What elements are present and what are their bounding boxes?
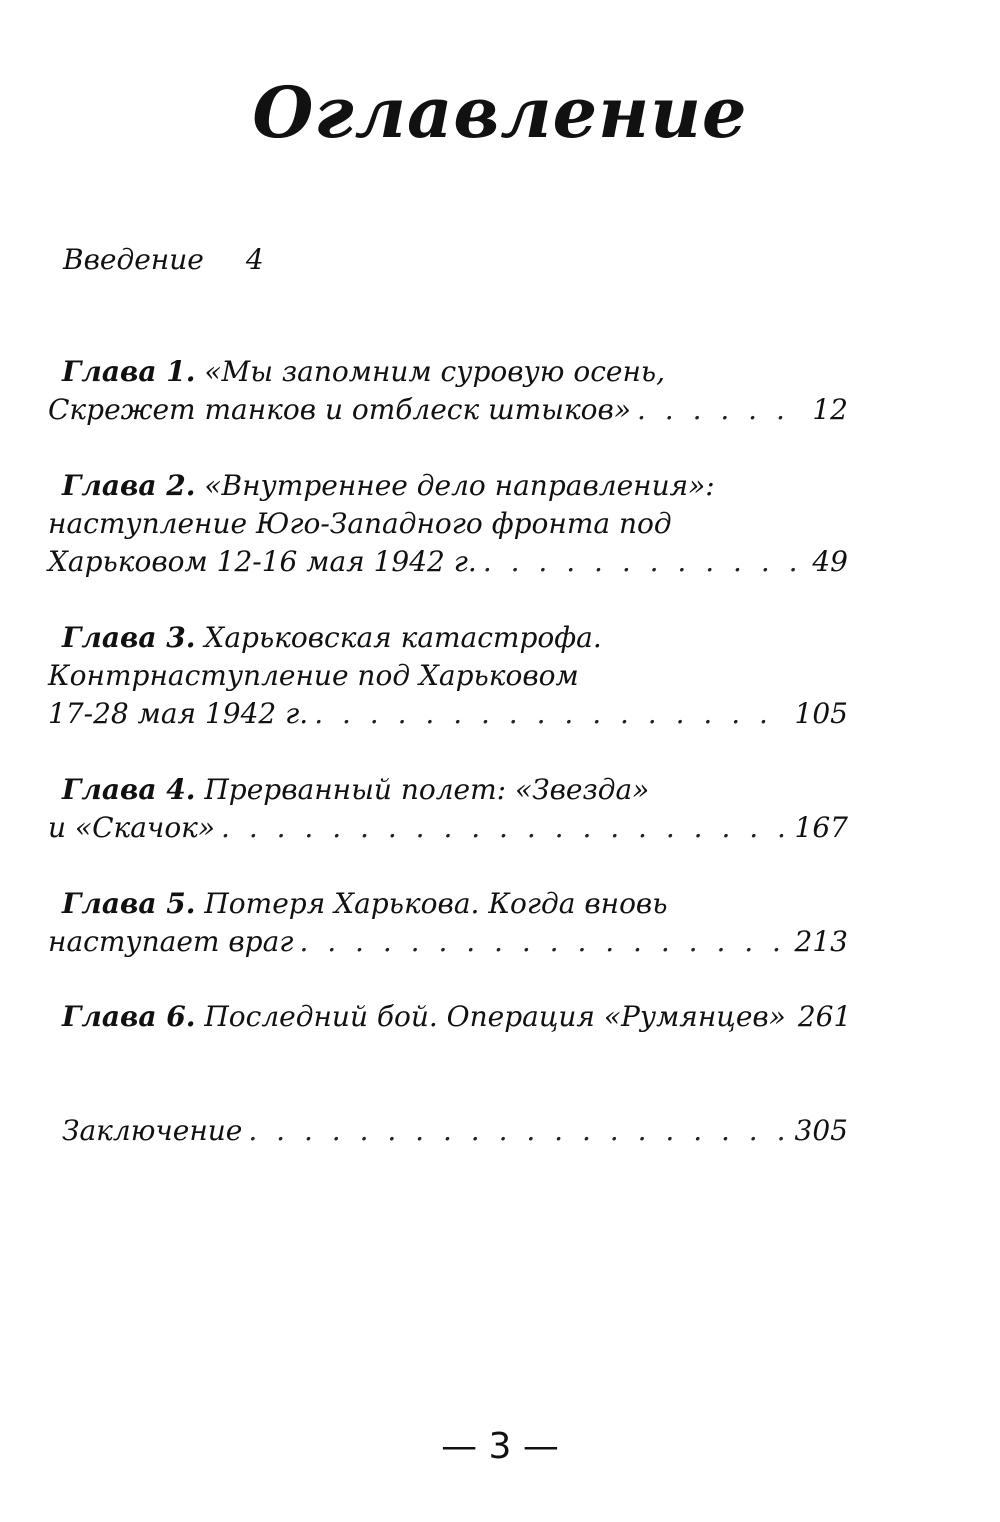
toc-chapter-3[interactable] — [48, 619, 848, 733]
toc-conclusion-page: 305 — [794, 1114, 848, 1147]
dot-leader — [314, 695, 788, 733]
chapter-6-head: Глава 6. — [62, 1000, 196, 1033]
chapter-2-head: Глава 2. — [62, 469, 196, 502]
chapter-3-head: Глава 3. — [62, 621, 196, 654]
chapter-4-page: 167 — [794, 811, 848, 844]
chapter-1-page: 12 — [812, 393, 848, 426]
chapter-2-title-line-2: наступление Юго-Западного фронта под — [48, 507, 672, 540]
toc-chapter-5[interactable] — [48, 885, 848, 961]
toc-introduction-page: 4 — [245, 243, 264, 276]
toc-introduction-label: Введение — [63, 243, 204, 276]
dot-leader — [637, 391, 806, 429]
chapter-3-title-line-1: Харьковская катастрофа. — [204, 621, 602, 654]
chapter-5-title-line-1: Потеря Харькова. Когда вновь — [204, 887, 668, 920]
chapter-1-title-line-2: Скрежет танков и отблеск штыков» — [48, 393, 631, 426]
chapter-3-title-line-3: 17-28 мая 1942 г. — [48, 697, 309, 730]
chapter-3-page: 105 — [794, 697, 848, 730]
chapter-1-head: Глава 1. — [62, 355, 196, 388]
chapter-6-page: 261 — [797, 1000, 852, 1033]
chapter-4-title-line-1: Прерванный полет: «Звезда» — [204, 773, 650, 806]
page-title: Оглавление — [252, 71, 748, 154]
chapter-5-page: 213 — [794, 925, 848, 958]
toc-conclusion-label: Заключение — [62, 1114, 243, 1147]
toc-chapter-1[interactable] — [48, 353, 848, 429]
chapter-5-title-line-2: наступает враг — [48, 925, 294, 958]
chapter-6-title-line-1: Последний бой. Операция «Румянцев» — [204, 1000, 786, 1033]
chapter-4-head: Глава 4. — [62, 773, 196, 806]
toc-chapter-6[interactable] — [48, 998, 852, 1036]
chapter-1-title-line-1: «Мы запомним суровую осень, — [204, 355, 666, 388]
dot-leader — [248, 1112, 788, 1150]
chapter-2-title-line-3: Харьковом 12-16 мая 1942 г. — [48, 545, 477, 578]
chapter-3-title-line-2: Контрнаступление под Харьковом — [48, 659, 579, 692]
chapter-2-page: 49 — [812, 545, 848, 578]
chapter-4-title-line-2: и «Скачок» — [48, 811, 216, 844]
dot-leader — [483, 543, 807, 581]
toc-chapter-2[interactable] — [48, 467, 848, 581]
toc-chapter-4[interactable] — [48, 771, 848, 847]
dot-leader — [299, 923, 788, 961]
chapter-5-head: Глава 5. — [62, 887, 196, 920]
chapter-2-title-line-1: «Внутреннее дело направления»: — [204, 469, 715, 502]
toc-introduction[interactable] — [63, 238, 264, 282]
dot-leader — [221, 809, 789, 847]
page-number: — 3 — — [441, 1426, 559, 1467]
toc-conclusion[interactable] — [48, 1112, 848, 1150]
